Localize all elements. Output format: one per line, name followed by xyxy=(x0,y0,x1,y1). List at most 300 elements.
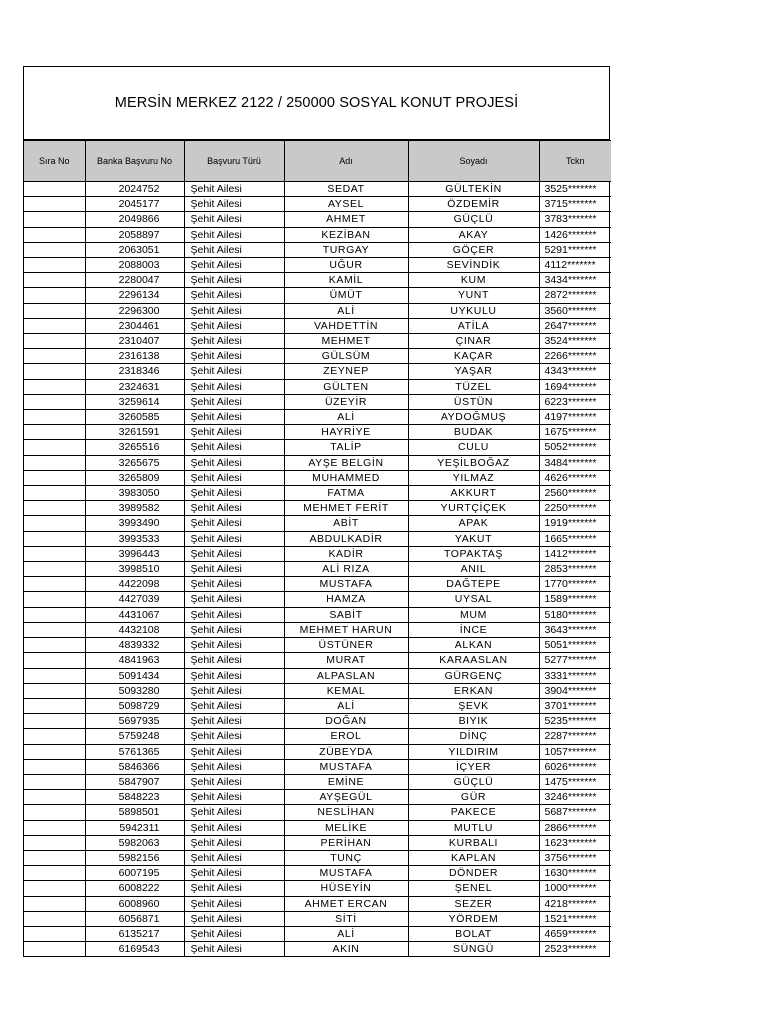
cell-sira-no xyxy=(24,394,85,409)
column-header-adi: Adı xyxy=(284,141,408,182)
table-row xyxy=(24,638,611,653)
cell-sira-no xyxy=(24,653,85,668)
table-row xyxy=(24,820,611,835)
cell-adi: MEHMET xyxy=(284,334,408,349)
cell-banka-basvuru-no: 2310407 xyxy=(85,334,184,349)
cell-tckn: 4218******* xyxy=(539,896,611,911)
cell-soyadi: APAK xyxy=(408,516,539,531)
table-row xyxy=(24,197,611,212)
cell-sira-no xyxy=(24,881,85,896)
cell-adi: TALİP xyxy=(284,440,408,455)
cell-basvuru-turu: Şehit Ailesi xyxy=(184,942,284,957)
cell-adi: ALİ xyxy=(284,303,408,318)
cell-adi: ÜSTÜNER xyxy=(284,638,408,653)
table-row xyxy=(24,440,611,455)
cell-soyadi: AYDOĞMUŞ xyxy=(408,410,539,425)
cell-banka-basvuru-no: 2063051 xyxy=(85,242,184,257)
cell-sira-no xyxy=(24,379,85,394)
cell-banka-basvuru-no: 5091434 xyxy=(85,668,184,683)
cell-soyadi: DAĞTEPE xyxy=(408,577,539,592)
cell-tckn: 3560******* xyxy=(539,303,611,318)
cell-basvuru-turu: Şehit Ailesi xyxy=(184,212,284,227)
cell-tckn: 2866******* xyxy=(539,820,611,835)
cell-adi: AHMET xyxy=(284,212,408,227)
table-row xyxy=(24,470,611,485)
cell-adi: FATMA xyxy=(284,486,408,501)
cell-banka-basvuru-no: 5846366 xyxy=(85,759,184,774)
column-header-soyadi: Soyadı xyxy=(408,141,539,182)
cell-sira-no xyxy=(24,942,85,957)
cell-adi: ALİ xyxy=(284,410,408,425)
cell-banka-basvuru-no: 5982063 xyxy=(85,835,184,850)
cell-basvuru-turu: Şehit Ailesi xyxy=(184,835,284,850)
cell-basvuru-turu: Şehit Ailesi xyxy=(184,486,284,501)
cell-basvuru-turu: Şehit Ailesi xyxy=(184,516,284,531)
cell-adi: MUSTAFA xyxy=(284,759,408,774)
cell-soyadi: GÜÇLÜ xyxy=(408,774,539,789)
cell-adi: KEMAL xyxy=(284,683,408,698)
cell-soyadi: BOLAT xyxy=(408,926,539,941)
cell-banka-basvuru-no: 4839332 xyxy=(85,638,184,653)
table-row xyxy=(24,349,611,364)
cell-basvuru-turu: Şehit Ailesi xyxy=(184,258,284,273)
cell-sira-no xyxy=(24,683,85,698)
cell-sira-no xyxy=(24,455,85,470)
cell-banka-basvuru-no: 6008222 xyxy=(85,881,184,896)
cell-tckn: 1623******* xyxy=(539,835,611,850)
cell-adi: ABDULKADİR xyxy=(284,531,408,546)
cell-tckn: 3246******* xyxy=(539,790,611,805)
cell-soyadi: BIYIK xyxy=(408,714,539,729)
cell-soyadi: GÖÇER xyxy=(408,242,539,257)
table-row xyxy=(24,394,611,409)
cell-tckn: 4112******* xyxy=(539,258,611,273)
cell-adi: MURAT xyxy=(284,653,408,668)
cell-banka-basvuru-no: 3265809 xyxy=(85,470,184,485)
cell-adi: AKIN xyxy=(284,942,408,957)
cell-basvuru-turu: Şehit Ailesi xyxy=(184,638,284,653)
cell-soyadi: AKAY xyxy=(408,227,539,242)
table-row xyxy=(24,334,611,349)
cell-adi: VAHDETTİN xyxy=(284,318,408,333)
table-row xyxy=(24,881,611,896)
cell-tckn: 1589******* xyxy=(539,592,611,607)
cell-sira-no xyxy=(24,926,85,941)
cell-banka-basvuru-no: 2296300 xyxy=(85,303,184,318)
cell-basvuru-turu: Şehit Ailesi xyxy=(184,668,284,683)
cell-adi: MUHAMMED xyxy=(284,470,408,485)
cell-tckn: 1675******* xyxy=(539,425,611,440)
cell-adi: UĞUR xyxy=(284,258,408,273)
cell-soyadi: KARAASLAN xyxy=(408,653,539,668)
cell-tckn: 2287******* xyxy=(539,729,611,744)
cell-soyadi: MUTLU xyxy=(408,820,539,835)
cell-tckn: 3525******* xyxy=(539,182,611,197)
cell-soyadi: UYSAL xyxy=(408,592,539,607)
table-row xyxy=(24,258,611,273)
cell-sira-no xyxy=(24,440,85,455)
cell-adi: KAMİL xyxy=(284,273,408,288)
table-row xyxy=(24,242,611,257)
cell-sira-no xyxy=(24,774,85,789)
table-row xyxy=(24,759,611,774)
cell-basvuru-turu: Şehit Ailesi xyxy=(184,273,284,288)
cell-banka-basvuru-no: 5898501 xyxy=(85,805,184,820)
cell-basvuru-turu: Şehit Ailesi xyxy=(184,334,284,349)
cell-tckn: 1057******* xyxy=(539,744,611,759)
cell-banka-basvuru-no: 6007195 xyxy=(85,866,184,881)
cell-tckn: 1521******* xyxy=(539,911,611,926)
cell-adi: AHMET ERCAN xyxy=(284,896,408,911)
cell-banka-basvuru-no: 4422098 xyxy=(85,577,184,592)
cell-tckn: 5180******* xyxy=(539,607,611,622)
cell-banka-basvuru-no: 4432108 xyxy=(85,622,184,637)
cell-soyadi: YUNT xyxy=(408,288,539,303)
cell-tckn: 3756******* xyxy=(539,850,611,865)
cell-soyadi: DİNÇ xyxy=(408,729,539,744)
cell-basvuru-turu: Şehit Ailesi xyxy=(184,455,284,470)
table-row xyxy=(24,273,611,288)
cell-adi: AYŞEGÜL xyxy=(284,790,408,805)
table-row xyxy=(24,774,611,789)
table-row xyxy=(24,516,611,531)
cell-tckn: 1000******* xyxy=(539,881,611,896)
cell-sira-no xyxy=(24,714,85,729)
cell-soyadi: KUM xyxy=(408,273,539,288)
cell-adi: GÜLSÜM xyxy=(284,349,408,364)
cell-banka-basvuru-no: 4431067 xyxy=(85,607,184,622)
cell-tckn: 1770******* xyxy=(539,577,611,592)
cell-sira-no xyxy=(24,622,85,637)
cell-tckn: 3715******* xyxy=(539,197,611,212)
cell-basvuru-turu: Şehit Ailesi xyxy=(184,318,284,333)
cell-banka-basvuru-no: 2058897 xyxy=(85,227,184,242)
cell-soyadi: KAPLAN xyxy=(408,850,539,865)
table-row xyxy=(24,212,611,227)
cell-soyadi: ŞEVK xyxy=(408,698,539,713)
cell-sira-no xyxy=(24,318,85,333)
cell-sira-no xyxy=(24,334,85,349)
cell-basvuru-turu: Şehit Ailesi xyxy=(184,820,284,835)
cell-banka-basvuru-no: 3265675 xyxy=(85,455,184,470)
cell-basvuru-turu: Şehit Ailesi xyxy=(184,729,284,744)
cell-adi: HAMZA xyxy=(284,592,408,607)
cell-adi: KADİR xyxy=(284,546,408,561)
cell-basvuru-turu: Şehit Ailesi xyxy=(184,531,284,546)
cell-tckn: 2250******* xyxy=(539,501,611,516)
cell-adi: MELİKE xyxy=(284,820,408,835)
cell-sira-no xyxy=(24,638,85,653)
cell-basvuru-turu: Şehit Ailesi xyxy=(184,379,284,394)
cell-banka-basvuru-no: 2324631 xyxy=(85,379,184,394)
cell-banka-basvuru-no: 2045177 xyxy=(85,197,184,212)
cell-banka-basvuru-no: 2304461 xyxy=(85,318,184,333)
cell-soyadi: İNCE xyxy=(408,622,539,637)
cell-basvuru-turu: Şehit Ailesi xyxy=(184,440,284,455)
cell-banka-basvuru-no: 3998510 xyxy=(85,562,184,577)
cell-banka-basvuru-no: 5093280 xyxy=(85,683,184,698)
cell-banka-basvuru-no: 4841963 xyxy=(85,653,184,668)
cell-banka-basvuru-no: 3989582 xyxy=(85,501,184,516)
cell-soyadi: TOPAKTAŞ xyxy=(408,546,539,561)
cell-sira-no xyxy=(24,182,85,197)
table-row xyxy=(24,805,611,820)
cell-adi: EROL xyxy=(284,729,408,744)
cell-soyadi: GÜRGENÇ xyxy=(408,668,539,683)
cell-banka-basvuru-no: 2049866 xyxy=(85,212,184,227)
cell-adi: ZÜBEYDA xyxy=(284,744,408,759)
table-row xyxy=(24,622,611,637)
table-row xyxy=(24,683,611,698)
column-header-banka-basvuru-no: Banka Başvuru No xyxy=(85,141,184,182)
cell-banka-basvuru-no: 3993490 xyxy=(85,516,184,531)
cell-tckn: 2853******* xyxy=(539,562,611,577)
cell-soyadi: ALKAN xyxy=(408,638,539,653)
cell-tckn: 5052******* xyxy=(539,440,611,455)
cell-tckn: 4626******* xyxy=(539,470,611,485)
cell-tckn: 2560******* xyxy=(539,486,611,501)
cell-tckn: 3331******* xyxy=(539,668,611,683)
cell-sira-no xyxy=(24,349,85,364)
cell-basvuru-turu: Şehit Ailesi xyxy=(184,227,284,242)
cell-tckn: 1665******* xyxy=(539,531,611,546)
cell-sira-no xyxy=(24,410,85,425)
cell-sira-no xyxy=(24,866,85,881)
cell-adi: HÜSEYİN xyxy=(284,881,408,896)
cell-adi: ALİ xyxy=(284,698,408,713)
cell-banka-basvuru-no: 2316138 xyxy=(85,349,184,364)
cell-sira-no xyxy=(24,516,85,531)
cell-adi: ABİT xyxy=(284,516,408,531)
cell-sira-no xyxy=(24,470,85,485)
cell-soyadi: ATİLA xyxy=(408,318,539,333)
cell-soyadi: İÇYER xyxy=(408,759,539,774)
cell-sira-no xyxy=(24,546,85,561)
cell-banka-basvuru-no: 5982156 xyxy=(85,850,184,865)
cell-adi: PERİHAN xyxy=(284,835,408,850)
cell-adi: MUSTAFA xyxy=(284,866,408,881)
cell-soyadi: SEZER xyxy=(408,896,539,911)
cell-banka-basvuru-no: 2318346 xyxy=(85,364,184,379)
cell-adi: AYSEL xyxy=(284,197,408,212)
cell-sira-no xyxy=(24,896,85,911)
cell-adi: TURGAY xyxy=(284,242,408,257)
table-row xyxy=(24,486,611,501)
table-row xyxy=(24,455,611,470)
cell-basvuru-turu: Şehit Ailesi xyxy=(184,349,284,364)
cell-basvuru-turu: Şehit Ailesi xyxy=(184,577,284,592)
table-row xyxy=(24,729,611,744)
cell-soyadi: BUDAK xyxy=(408,425,539,440)
cell-tckn: 4343******* xyxy=(539,364,611,379)
cell-basvuru-turu: Şehit Ailesi xyxy=(184,470,284,485)
cell-soyadi: MUM xyxy=(408,607,539,622)
cell-soyadi: ANIL xyxy=(408,562,539,577)
cell-tckn: 4197******* xyxy=(539,410,611,425)
column-header-tckn: Tckn xyxy=(539,141,611,182)
table-row xyxy=(24,562,611,577)
cell-sira-no xyxy=(24,258,85,273)
cell-basvuru-turu: Şehit Ailesi xyxy=(184,911,284,926)
cell-basvuru-turu: Şehit Ailesi xyxy=(184,607,284,622)
table-row xyxy=(24,410,611,425)
cell-banka-basvuru-no: 3983050 xyxy=(85,486,184,501)
cell-sira-no xyxy=(24,577,85,592)
cell-adi: NESLİHAN xyxy=(284,805,408,820)
table-row xyxy=(24,668,611,683)
table-row xyxy=(24,303,611,318)
cell-banka-basvuru-no: 2280047 xyxy=(85,273,184,288)
cell-adi: SEDAT xyxy=(284,182,408,197)
cell-tckn: 1426******* xyxy=(539,227,611,242)
cell-tckn: 3783******* xyxy=(539,212,611,227)
cell-basvuru-turu: Şehit Ailesi xyxy=(184,622,284,637)
cell-sira-no xyxy=(24,364,85,379)
cell-banka-basvuru-no: 6135217 xyxy=(85,926,184,941)
table-row xyxy=(24,911,611,926)
cell-sira-no xyxy=(24,562,85,577)
table-row xyxy=(24,926,611,941)
cell-banka-basvuru-no: 6169543 xyxy=(85,942,184,957)
cell-banka-basvuru-no: 5942311 xyxy=(85,820,184,835)
cell-banka-basvuru-no: 3259614 xyxy=(85,394,184,409)
table-row xyxy=(24,577,611,592)
cell-tckn: 5051******* xyxy=(539,638,611,653)
cell-basvuru-turu: Şehit Ailesi xyxy=(184,698,284,713)
cell-banka-basvuru-no: 2024752 xyxy=(85,182,184,197)
cell-soyadi: DÖNDER xyxy=(408,866,539,881)
cell-sira-no xyxy=(24,273,85,288)
cell-banka-basvuru-no: 6056871 xyxy=(85,911,184,926)
cell-sira-no xyxy=(24,425,85,440)
cell-banka-basvuru-no: 4427039 xyxy=(85,592,184,607)
cell-soyadi: KURBALI xyxy=(408,835,539,850)
cell-tckn: 3701******* xyxy=(539,698,611,713)
cell-banka-basvuru-no: 3260585 xyxy=(85,410,184,425)
cell-banka-basvuru-no: 3261591 xyxy=(85,425,184,440)
cell-tckn: 1694******* xyxy=(539,379,611,394)
cell-sira-no xyxy=(24,668,85,683)
table-row xyxy=(24,744,611,759)
cell-soyadi: SÜNGÜ xyxy=(408,942,539,957)
cell-basvuru-turu: Şehit Ailesi xyxy=(184,394,284,409)
cell-basvuru-turu: Şehit Ailesi xyxy=(184,805,284,820)
cell-basvuru-turu: Şehit Ailesi xyxy=(184,182,284,197)
cell-sira-no xyxy=(24,790,85,805)
cell-adi: DOĞAN xyxy=(284,714,408,729)
cell-basvuru-turu: Şehit Ailesi xyxy=(184,881,284,896)
cell-adi: SİTİ xyxy=(284,911,408,926)
cell-banka-basvuru-no: 3265516 xyxy=(85,440,184,455)
table-row xyxy=(24,835,611,850)
cell-basvuru-turu: Şehit Ailesi xyxy=(184,410,284,425)
table-row xyxy=(24,714,611,729)
cell-banka-basvuru-no: 5697935 xyxy=(85,714,184,729)
cell-tckn: 5291******* xyxy=(539,242,611,257)
cell-tckn: 6223******* xyxy=(539,394,611,409)
cell-soyadi: ÇINAR xyxy=(408,334,539,349)
cell-soyadi: ÜSTÜN xyxy=(408,394,539,409)
cell-sira-no xyxy=(24,531,85,546)
cell-sira-no xyxy=(24,607,85,622)
cell-soyadi: ERKAN xyxy=(408,683,539,698)
table-header-row xyxy=(24,141,611,182)
cell-soyadi: PAKECE xyxy=(408,805,539,820)
cell-banka-basvuru-no: 5098729 xyxy=(85,698,184,713)
table-row xyxy=(24,866,611,881)
cell-soyadi: GÜÇLÜ xyxy=(408,212,539,227)
cell-soyadi: CULU xyxy=(408,440,539,455)
table-row xyxy=(24,546,611,561)
column-header-basvuru-turu: Başvuru Türü xyxy=(184,141,284,182)
cell-adi: ALİ xyxy=(284,926,408,941)
cell-tckn: 2647******* xyxy=(539,318,611,333)
table-row xyxy=(24,592,611,607)
document-title: MERSİN MERKEZ 2122 / 250000 SOSYAL KONUT PROJESİ xyxy=(24,67,609,140)
cell-soyadi: TÜZEL xyxy=(408,379,539,394)
cell-sira-no xyxy=(24,212,85,227)
cell-banka-basvuru-no: 3993533 xyxy=(85,531,184,546)
cell-basvuru-turu: Şehit Ailesi xyxy=(184,744,284,759)
cell-basvuru-turu: Şehit Ailesi xyxy=(184,303,284,318)
cell-soyadi: YAŞAR xyxy=(408,364,539,379)
cell-basvuru-turu: Şehit Ailesi xyxy=(184,850,284,865)
table-row xyxy=(24,182,611,197)
cell-basvuru-turu: Şehit Ailesi xyxy=(184,501,284,516)
cell-soyadi: YILMAZ xyxy=(408,470,539,485)
cell-soyadi: YÖRDEM xyxy=(408,911,539,926)
cell-soyadi: SEVİNDİK xyxy=(408,258,539,273)
cell-soyadi: YILDIRIM xyxy=(408,744,539,759)
cell-tckn: 2266******* xyxy=(539,349,611,364)
cell-basvuru-turu: Şehit Ailesi xyxy=(184,546,284,561)
cell-adi: MEHMET HARUN xyxy=(284,622,408,637)
cell-soyadi: ÖZDEMİR xyxy=(408,197,539,212)
cell-adi: MUSTAFA xyxy=(284,577,408,592)
cell-soyadi: YAKUT xyxy=(408,531,539,546)
table-row xyxy=(24,896,611,911)
cell-tckn: 1412******* xyxy=(539,546,611,561)
cell-sira-no xyxy=(24,227,85,242)
cell-tckn: 4659******* xyxy=(539,926,611,941)
cell-soyadi: KAÇAR xyxy=(408,349,539,364)
cell-basvuru-turu: Şehit Ailesi xyxy=(184,562,284,577)
cell-basvuru-turu: Şehit Ailesi xyxy=(184,714,284,729)
cell-adi: AYŞE BELGİN xyxy=(284,455,408,470)
cell-banka-basvuru-no: 5759248 xyxy=(85,729,184,744)
table-row xyxy=(24,790,611,805)
cell-tckn: 2523******* xyxy=(539,942,611,957)
table-row xyxy=(24,698,611,713)
table-row xyxy=(24,379,611,394)
cell-basvuru-turu: Şehit Ailesi xyxy=(184,364,284,379)
cell-sira-no xyxy=(24,820,85,835)
cell-tckn: 5277******* xyxy=(539,653,611,668)
cell-tckn: 3904******* xyxy=(539,683,611,698)
table-row xyxy=(24,531,611,546)
cell-soyadi: GÜLTEKİN xyxy=(408,182,539,197)
cell-sira-no xyxy=(24,805,85,820)
cell-adi: SABİT xyxy=(284,607,408,622)
cell-tckn: 5687******* xyxy=(539,805,611,820)
cell-adi: ALPASLAN xyxy=(284,668,408,683)
cell-adi: EMİNE xyxy=(284,774,408,789)
cell-soyadi: ŞENEL xyxy=(408,881,539,896)
cell-basvuru-turu: Şehit Ailesi xyxy=(184,653,284,668)
cell-tckn: 2872******* xyxy=(539,288,611,303)
applicants-table xyxy=(24,140,611,956)
cell-adi: ÜZEYİR xyxy=(284,394,408,409)
